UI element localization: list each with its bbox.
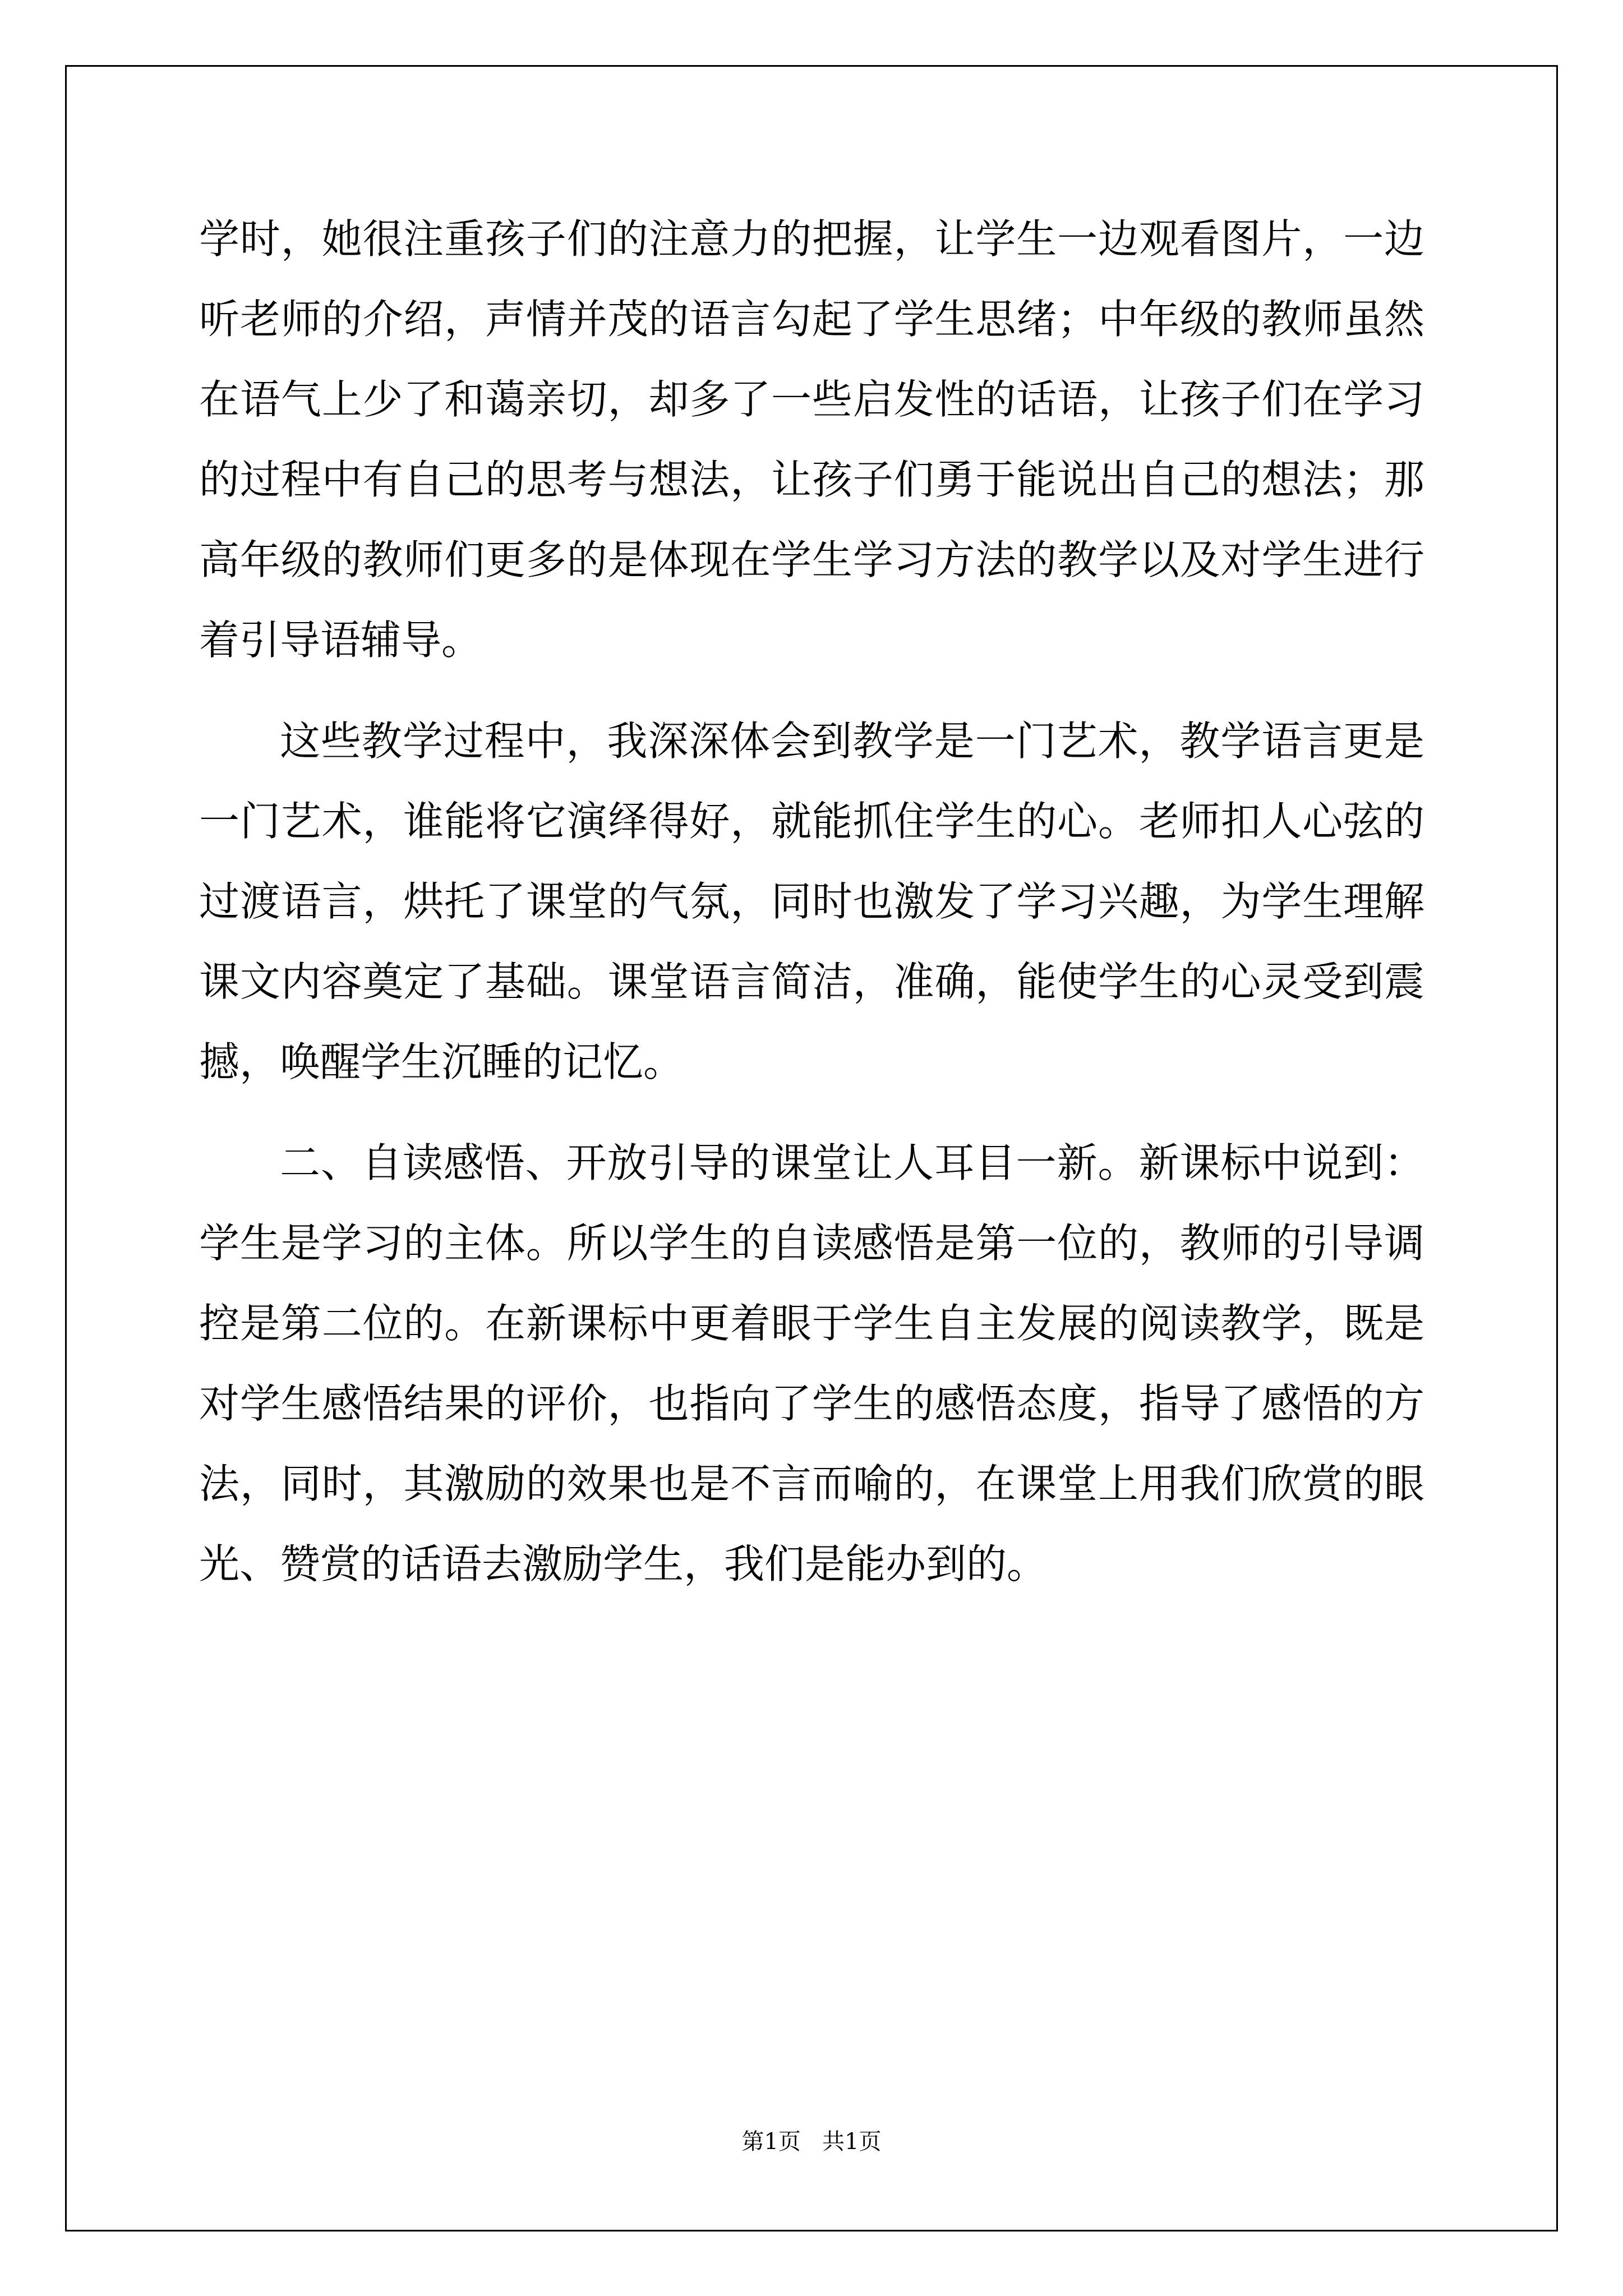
paragraph-teaching-language: 这些教学过程中，我深深体会到教学是一门艺术，教学语言更是一门艺术，谁能将它演绎得好，就能抓住学生的心。老师扣人心弦的过渡语言，烘托了课堂的气氛，同时也激发了学习兴趣，为学生理解课文内容奠定了基础。课堂语言简洁，准确，能使学生的心灵受到震撼，唤醒学生沉睡的记忆。 — [199, 717, 1424, 1085]
page-number-footer: 第1页 共1页 — [741, 2129, 882, 2155]
paragraph-self-reading: 二、自读感悟、开放引导的课堂让人耳目一新。新课标中说到：学生是学习的主体。所以学生的自读感悟是第一位的，教师的引导调控是第二位的。在新课标中更着眼于学生自主发展的阅读教学，既是对学生感悟结果的评价，也指向了学生的感悟态度，指导了感悟的方法，同时，其激励的效果也是不言而喻的，在课堂上用我们欣赏的眼光、赞赏的话语去激励学生，我们是能办到的。 — [199, 1139, 1424, 1588]
document-body — [199, 199, 1424, 1625]
paragraph-continuation: 学时，她很注重孩子们的注意力的把握，让学生一边观看图片，一边听老师的介绍，声情并茂的语言勾起了学生思绪；中年级的教师虽然在语气上少了和蔼亲切，却多了一些启发性的话语，让孩子们在学习的过程中有自己的思考与想法，让孩子们勇于能说出自己的想法；那高年级的教师们更多的是体现在学生学习方法的教学以及对学生进行着引导语辅导。 — [199, 215, 1424, 664]
